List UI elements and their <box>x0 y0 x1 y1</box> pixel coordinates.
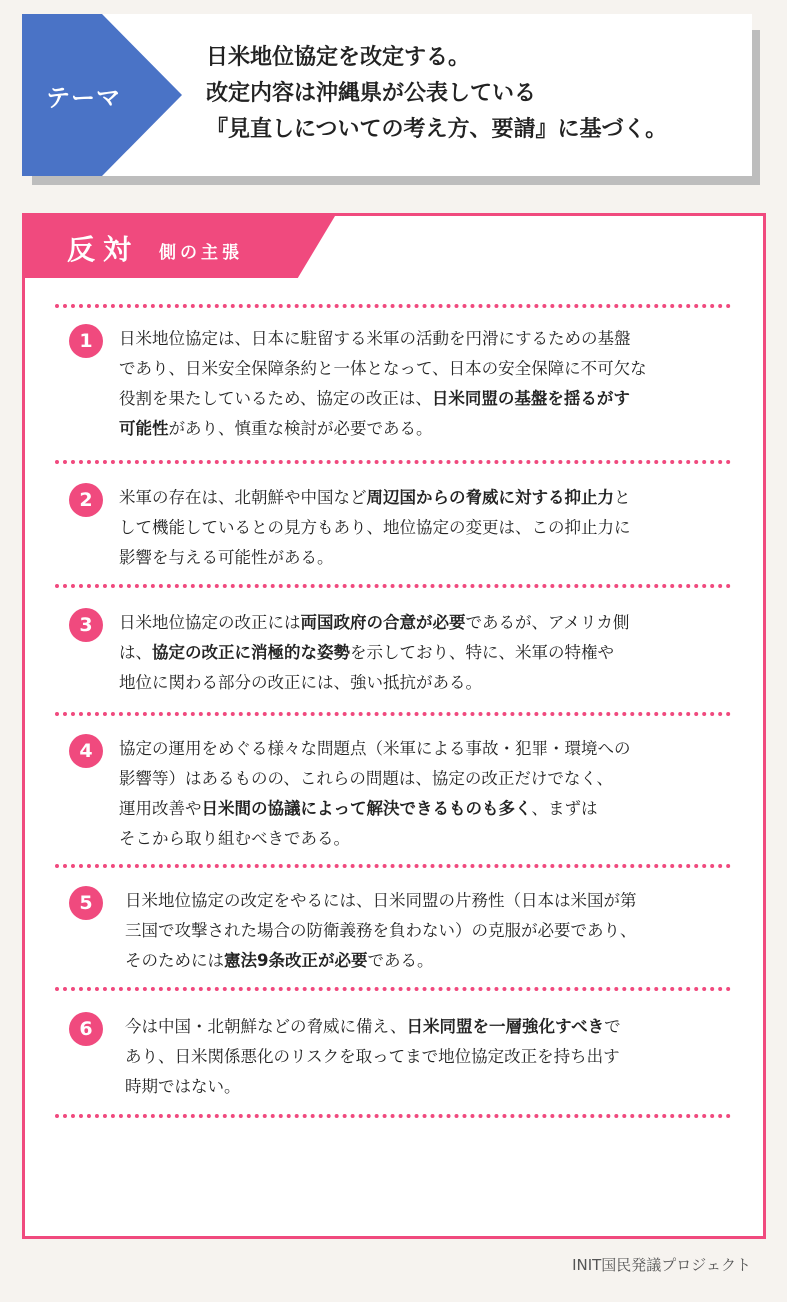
text-run: 日米地位協定は、日本に駐留する米軍の活動を円滑にするための基盤 <box>119 329 631 348</box>
item-text-line <box>119 483 719 513</box>
item-text-line <box>119 668 719 698</box>
text-run: と <box>614 488 631 507</box>
text-run: 時期ではない。 <box>125 1077 241 1096</box>
text-run: 役割を果たしているため、協定の改正は、 <box>119 389 432 408</box>
item-number-badge: 6 <box>69 1012 103 1046</box>
item-number-badge: 4 <box>69 734 103 768</box>
theme-line: 改定内容は沖縄県が公表している <box>206 81 537 106</box>
emphasized-text: 両国政府の合意が必要 <box>300 613 466 632</box>
emphasized-text: 周辺国からの脅威に対する抑止力 <box>366 488 614 507</box>
emphasized-text: 協定の改正に消極的な姿勢 <box>152 643 350 662</box>
theme-line: 『見直しについての考え方、要請』に基づく。 <box>206 117 668 142</box>
item-text-line <box>125 886 725 916</box>
panel-subtitle: 側の主張 <box>159 243 243 263</box>
item-text-line <box>119 384 719 414</box>
text-run: 三国で攻撃された場合の防衛義務を負わない）の克服が必要であり、 <box>125 921 637 940</box>
dotted-divider <box>55 864 731 868</box>
text-run: 影響を与える可能性がある。 <box>119 548 334 567</box>
text-run: を示しており、特に、米軍の特権や <box>350 643 614 662</box>
text-run: 影響等）はあるものの、これらの問題は、協定の改正だけでなく、 <box>119 769 614 788</box>
item-text-line <box>119 513 719 543</box>
item-text-line <box>119 354 719 384</box>
item-text-line <box>119 734 719 764</box>
text-run: 日米地位協定の改定をやるには、日米同盟の片務性（日本は米国が第 <box>125 891 637 910</box>
item-text-line <box>119 324 719 354</box>
item-text-line <box>119 414 719 444</box>
item-text <box>125 886 725 976</box>
item-text-line <box>125 946 725 976</box>
text-run: 地位に関わる部分の改正には、強い抵抗がある。 <box>119 673 482 692</box>
theme-line: 日米地位協定を改定する。 <box>206 45 471 70</box>
text-run: 米軍の存在は、北朝鮮や中国など <box>119 488 367 507</box>
item-text <box>119 483 719 573</box>
item-text-line <box>119 764 719 794</box>
dotted-divider <box>55 987 731 991</box>
dotted-divider <box>55 304 731 308</box>
text-run: して機能しているとの見方もあり、地位協定の変更は、この抑止力に <box>119 518 631 537</box>
text-run: 、まずは <box>531 799 598 818</box>
item-text <box>119 324 719 444</box>
item-text <box>119 734 719 854</box>
theme-statement <box>206 40 746 148</box>
dotted-divider <box>55 712 731 716</box>
emphasized-text: 可能性 <box>119 419 169 438</box>
text-run: 協定の運用をめぐる様々な問題点（米軍による事故・犯罪・環境への <box>119 739 631 758</box>
item-text-line <box>119 638 719 668</box>
text-run: は、 <box>119 643 152 662</box>
dotted-divider <box>55 1114 731 1118</box>
text-run: 今は中国・北朝鮮などの脅威に備え、 <box>125 1017 407 1036</box>
text-run: があり、慎重な検討が必要である。 <box>168 419 433 438</box>
item-text-line <box>119 543 719 573</box>
text-run: そこから取り組むべきである。 <box>119 829 350 848</box>
dotted-divider <box>55 584 731 588</box>
item-number-badge: 1 <box>69 324 103 358</box>
item-text-line <box>125 916 725 946</box>
opposition-panel <box>22 213 766 1239</box>
text-run: であり、日米安全保障条約と一体となって、日本の安全保障に不可欠な <box>119 359 647 378</box>
text-run: 運用改善や <box>119 799 202 818</box>
emphasized-text: 日米間の協議によって解決できるものも多く <box>201 799 532 818</box>
text-run: あり、日米関係悪化のリスクを取ってまで地位協定改正を持ち出す <box>125 1047 620 1066</box>
panel-title: 反対 <box>67 233 140 266</box>
emphasized-text: 日米同盟の基盤を揺るがす <box>431 389 630 408</box>
item-text-line <box>119 608 719 638</box>
theme-tag-label: テーマ <box>46 84 121 112</box>
dotted-divider <box>55 460 731 464</box>
item-text <box>119 608 719 698</box>
text-run: である。 <box>367 951 434 970</box>
text-run: 日米地位協定の改正には <box>119 613 301 632</box>
item-number-badge: 5 <box>69 886 103 920</box>
footer-credit: INIT国民発議プロジェクト <box>572 1256 751 1274</box>
item-text-line <box>125 1012 725 1042</box>
item-text-line <box>125 1042 725 1072</box>
item-text-line <box>119 794 719 824</box>
item-number-badge: 3 <box>69 608 103 642</box>
emphasized-text: 憲法9条改正が必要 <box>224 951 368 970</box>
item-text <box>125 1012 725 1102</box>
item-text-line <box>125 1072 725 1102</box>
item-number-badge: 2 <box>69 483 103 517</box>
text-run: そのためには <box>125 951 224 970</box>
item-text-line <box>119 824 719 854</box>
text-run: で <box>604 1017 621 1036</box>
text-run: であるが、アメリカ側 <box>465 613 630 632</box>
emphasized-text: 日米同盟を一層強化すべき <box>406 1017 605 1036</box>
